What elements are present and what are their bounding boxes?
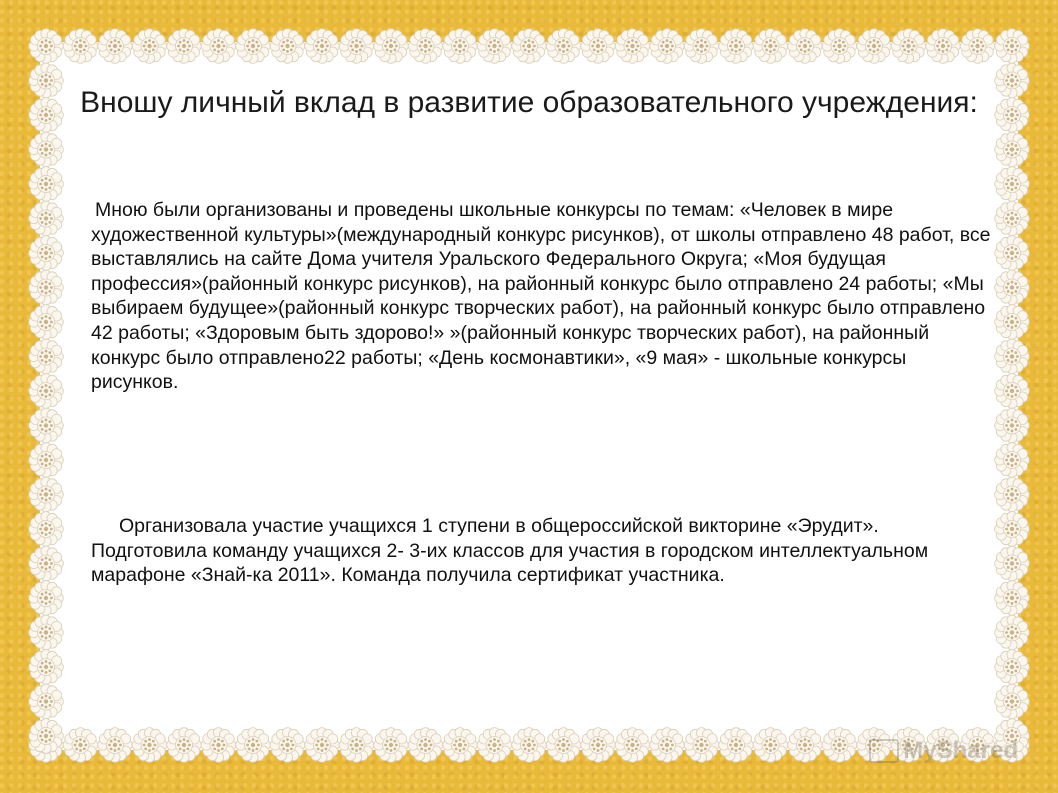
watermark-text: MyShared [903, 737, 1018, 764]
paragraph-olympiad: Организовала участие учащихся 1 ступени в общероссийской викторине «Эрудит». Подготовила команду учащихся 2- 3-их классов для участия в городском интеллектуальном марафоне «Знай-ка 2011». Команда получила сертификат участника. [91, 515, 929, 587]
slide-content [60, 62, 998, 730]
paragraph-contests: Мною были организованы и проведены школьные конкурсы по темам: «Человек в мире художественной культуры»(международный конкурс рисунков), от школы отправлено 48 работ, все выставлялись на сайте Дома учителя Уральского Федерального Округа; «Моя будущая профессия»(районный конкурс рисунков), на районный конкурс было отправлено 24 работы; «Мы выбираем будущее»(районный конкурс творческих работ), на районный конкурс было отправлено 42 работы; «Здоровым быть здорово!» »(районный конкурс творческих работ), на районный конкурс было отправлено22 работы; «День космонавтики», «9 мая» - школьные конкурсы рисунков. [91, 199, 991, 394]
presentation-icon [869, 739, 899, 763]
slide-title: Вношу личный вклад в развитие образовательного учреждения: [80, 86, 978, 119]
watermark [869, 737, 1018, 765]
